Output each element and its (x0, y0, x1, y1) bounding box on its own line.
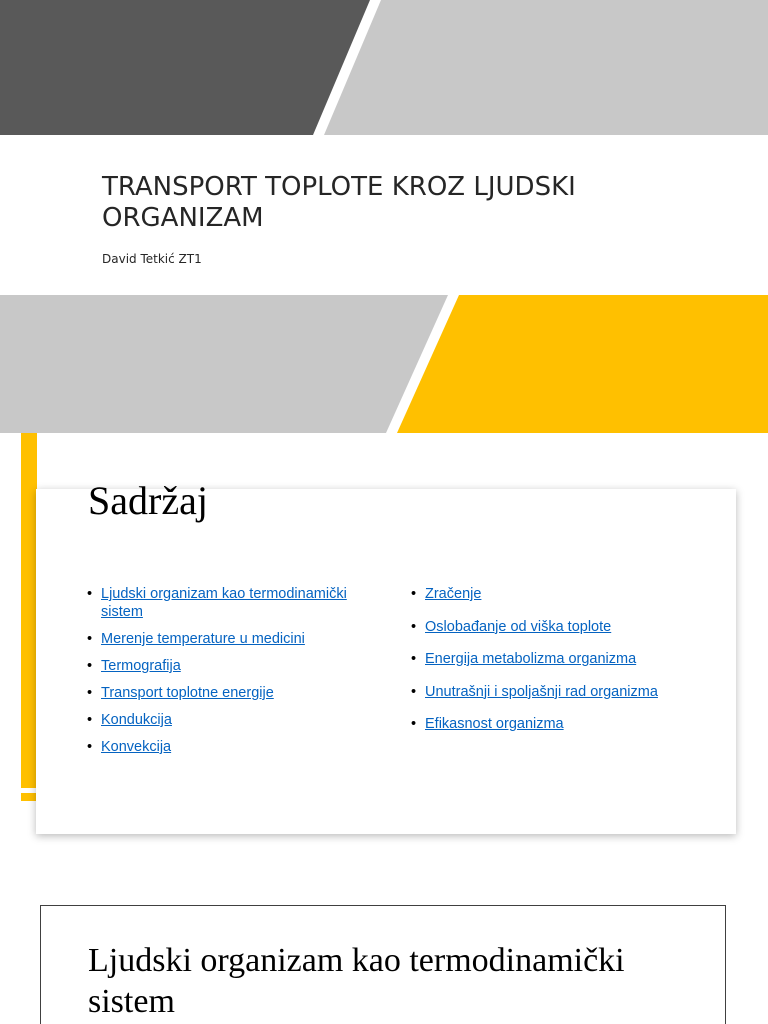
toc-link[interactable]: Transport toplotne energije (101, 685, 274, 701)
yellow-band-shape (397, 295, 768, 433)
toc-item (411, 715, 731, 733)
toc-link[interactable]: Efikasnost organizma (425, 716, 564, 732)
section-slide (0, 870, 768, 1024)
yellow-accent-bar-bottom (21, 793, 37, 801)
toc-item (411, 618, 731, 636)
toc-item (411, 650, 731, 668)
toc-item (87, 585, 377, 621)
title-slide (0, 0, 768, 295)
toc-link[interactable]: Zračenje (425, 586, 482, 602)
toc-item (411, 585, 731, 603)
band-graphic (0, 295, 768, 433)
light-gray-shape (324, 0, 768, 135)
toc-left-column (87, 585, 377, 765)
toc-link[interactable]: Konvekcija (101, 739, 172, 755)
contents-slide (0, 433, 768, 870)
header-band (0, 0, 768, 135)
toc-link[interactable]: Oslobađanje od viška toplote (425, 618, 612, 635)
slide2-header-band (0, 295, 768, 433)
author-name: David Tetkić ZT1 (102, 252, 202, 266)
section-title: Ljudski organizam kao termodinamički sistem (88, 942, 625, 1020)
toc-link[interactable]: Energija metabolizma organizma (425, 651, 637, 667)
toc-item (87, 711, 377, 729)
presentation-title: TRANSPORT TOPLOTE KROZ LJUDSKI ORGANIZAM (102, 172, 576, 233)
dark-gray-shape (0, 0, 370, 135)
toc-item (87, 630, 377, 648)
toc-item (87, 657, 377, 675)
toc-item (87, 684, 377, 702)
toc-item (411, 683, 731, 701)
toc-link[interactable]: Termografija (101, 658, 181, 674)
toc-item (87, 738, 377, 756)
toc-right-column (411, 585, 731, 748)
yellow-accent-bar (21, 433, 37, 788)
toc-link[interactable]: Unutrašnji i spoljašnji rad organizma (425, 683, 658, 700)
toc-link[interactable]: Merenje temperature u medicini (101, 631, 305, 647)
toc-link[interactable]: Ljudski organizam kao termodinamički sistem (101, 586, 347, 620)
contents-title: Sadržaj (88, 478, 208, 523)
light-gray-band-shape (0, 295, 448, 433)
toc-link[interactable]: Kondukcija (101, 712, 172, 728)
